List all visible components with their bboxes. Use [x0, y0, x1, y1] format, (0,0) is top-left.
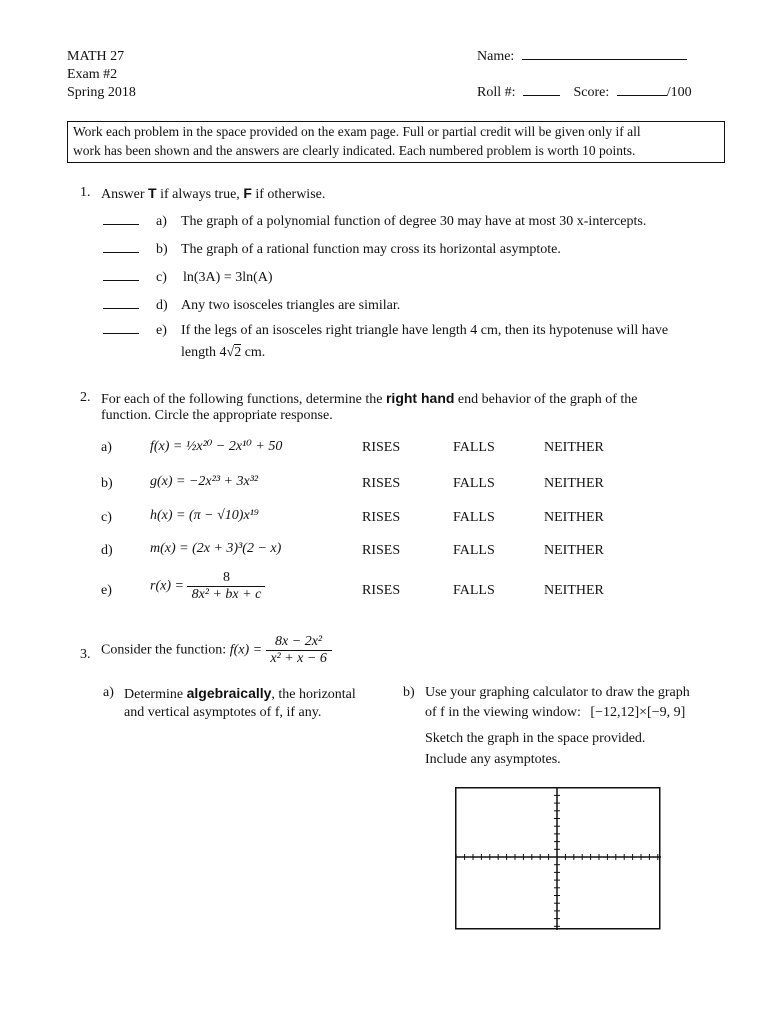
q2-prompt-a: For each of the following functions, determine the	[101, 392, 386, 407]
q1b-text: The graph of a rational function may cross its horizontal asymptote.	[181, 242, 561, 257]
q1d-row	[103, 298, 401, 314]
q2c-neither[interactable]: NEITHER	[544, 510, 604, 525]
q2d-rises[interactable]: RISES	[362, 543, 401, 558]
q3a-line-1a: Determine	[124, 687, 187, 702]
q1-number: 1.	[80, 185, 91, 200]
q2c-falls[interactable]: FALLS	[453, 510, 495, 525]
q1e-answer-blank[interactable]	[103, 333, 139, 334]
q1d-label: d)	[156, 298, 168, 313]
score-total: /100	[666, 85, 692, 100]
q2e-rises[interactable]: RISES	[362, 583, 401, 598]
q1-prompt-a: Answer	[101, 187, 149, 202]
q2d-label: d)	[101, 543, 113, 558]
q2e-function	[150, 570, 265, 603]
q1e-root: 2	[234, 345, 242, 360]
roll-blank[interactable]	[523, 95, 560, 96]
q2b-function: g(x) = −2x²³ + 3x³²	[150, 474, 259, 489]
q1a-row	[103, 214, 647, 230]
q1c-row	[103, 270, 273, 286]
instructions-line-1: Work each problem in the space provided on the exam page. Full or partial credit will be given only if all	[73, 124, 641, 139]
q2a-rises[interactable]: RISES	[362, 440, 401, 455]
q1-true-symbol: T	[148, 185, 157, 201]
q1b-answer-blank[interactable]	[103, 252, 139, 253]
q3-fraction	[266, 634, 332, 667]
q1c-answer-blank[interactable]	[103, 280, 139, 281]
q2c-rises[interactable]: RISES	[362, 510, 401, 525]
q2e-label: e)	[101, 583, 112, 598]
q1b-row	[103, 242, 561, 258]
q2-number: 2.	[80, 390, 91, 405]
q1e-label: e)	[156, 323, 167, 338]
exam-number: Exam #2	[67, 67, 118, 82]
q1c-label: c)	[156, 270, 167, 285]
q3a-line-2: and vertical asymptotes of f, if any.	[124, 705, 322, 720]
q1e-row	[103, 323, 669, 339]
q3-denominator: x² + x − 6	[270, 651, 327, 666]
q1-prompt	[101, 185, 325, 203]
q2c-label: c)	[101, 510, 112, 525]
q2a-neither[interactable]: NEITHER	[544, 440, 604, 455]
q3b-label: b)	[403, 685, 415, 700]
q2d-function: m(x) = (2x + 3)³(2 − x)	[150, 541, 282, 556]
q2e-fn-left: r(x) =	[150, 578, 184, 594]
q3a-bold-word: algebraically	[186, 685, 272, 701]
q2a-falls[interactable]: FALLS	[453, 440, 495, 455]
q2e-neither[interactable]: NEITHER	[544, 583, 604, 598]
q3b-window: [−12,12]×[−9, 9]	[590, 705, 686, 720]
q3-numerator: 8x − 2x²	[266, 634, 332, 651]
q2-bold-phrase: right hand	[385, 390, 455, 406]
sqrt-symbol: √	[226, 345, 235, 360]
q1e-line-2	[181, 345, 265, 361]
q2b-falls[interactable]: FALLS	[453, 476, 495, 491]
q2d-falls[interactable]: FALLS	[453, 543, 495, 558]
score-blank[interactable]	[617, 95, 667, 96]
q1a-text: The graph of a polynomial function of degree 30 may have at most 30 x-intercepts.	[181, 214, 647, 229]
q3b-line-4: Include any asymptotes.	[425, 752, 561, 767]
q2b-label: b)	[101, 476, 113, 491]
term: Spring 2018	[67, 85, 136, 100]
name-label: Name:	[477, 49, 515, 64]
q1e-unit: cm.	[241, 345, 266, 360]
q1-prompt-b: if always true,	[156, 187, 244, 202]
graph-window[interactable]	[455, 787, 661, 930]
q2a-function: f(x) = ½x²⁰ − 2x¹⁰ + 50	[150, 439, 283, 454]
q3-prompt-text: Consider the function:	[101, 642, 230, 658]
q3a-label: a)	[103, 685, 114, 700]
name-blank[interactable]	[522, 59, 687, 60]
q3b-line-2	[425, 705, 685, 721]
score-label: Score:	[573, 85, 610, 100]
course-title: MATH 27	[67, 49, 125, 64]
q1c-text: ln(3A) = 3ln(A)	[183, 270, 273, 285]
q3b-line-3: Sketch the graph in the space provided.	[425, 731, 646, 746]
q1a-answer-blank[interactable]	[103, 224, 139, 225]
q1-false-symbol: F	[243, 185, 252, 201]
q2-prompt-b: end behavior of the graph of the	[454, 392, 638, 407]
q3a-line-1b: , the horizontal	[271, 687, 356, 702]
name-field[interactable]	[477, 48, 687, 66]
q3b-line-2-text: of f in the viewing window:	[425, 705, 581, 720]
q2-prompt-line-2: function. Circle the appropriate response.	[101, 408, 333, 423]
roll-label: Roll #:	[477, 85, 516, 100]
q3b-line-1: Use your graphing calculator to draw the graph	[425, 685, 690, 700]
q1a-label: a)	[156, 214, 167, 229]
q1e-text: If the legs of an isosceles right triangle have length 4 cm, then its hypotenuse will have	[181, 323, 669, 338]
q2-prompt	[101, 390, 638, 408]
q2e-numerator: 8	[187, 570, 265, 587]
q3-number: 3.	[80, 647, 91, 662]
q3-fn-left: f(x) =	[229, 642, 263, 658]
q2c-function: h(x) = (π − √10)x¹⁹	[150, 508, 259, 523]
q1d-text: Any two isosceles triangles are similar.	[181, 298, 401, 313]
q1d-answer-blank[interactable]	[103, 308, 139, 309]
q3a-line-1	[124, 685, 356, 703]
q3-prompt	[101, 634, 332, 667]
q1-prompt-c: if otherwise.	[251, 187, 326, 202]
instructions-line-2: work has been shown and the answers are clearly indicated. Each numbered problem is worth 10 points.	[73, 143, 636, 158]
q2b-rises[interactable]: RISES	[362, 476, 401, 491]
q2e-falls[interactable]: FALLS	[453, 583, 495, 598]
q2b-neither[interactable]: NEITHER	[544, 476, 604, 491]
roll-score-line	[477, 84, 692, 102]
q2e-denominator: 8x² + bx + c	[191, 587, 262, 602]
q1b-label: b)	[156, 242, 168, 257]
q2e-fraction	[187, 570, 265, 603]
q2d-neither[interactable]: NEITHER	[544, 543, 604, 558]
instructions-box	[67, 121, 725, 163]
q2a-label: a)	[101, 440, 112, 455]
q1e-length-text: length 4	[181, 345, 227, 360]
